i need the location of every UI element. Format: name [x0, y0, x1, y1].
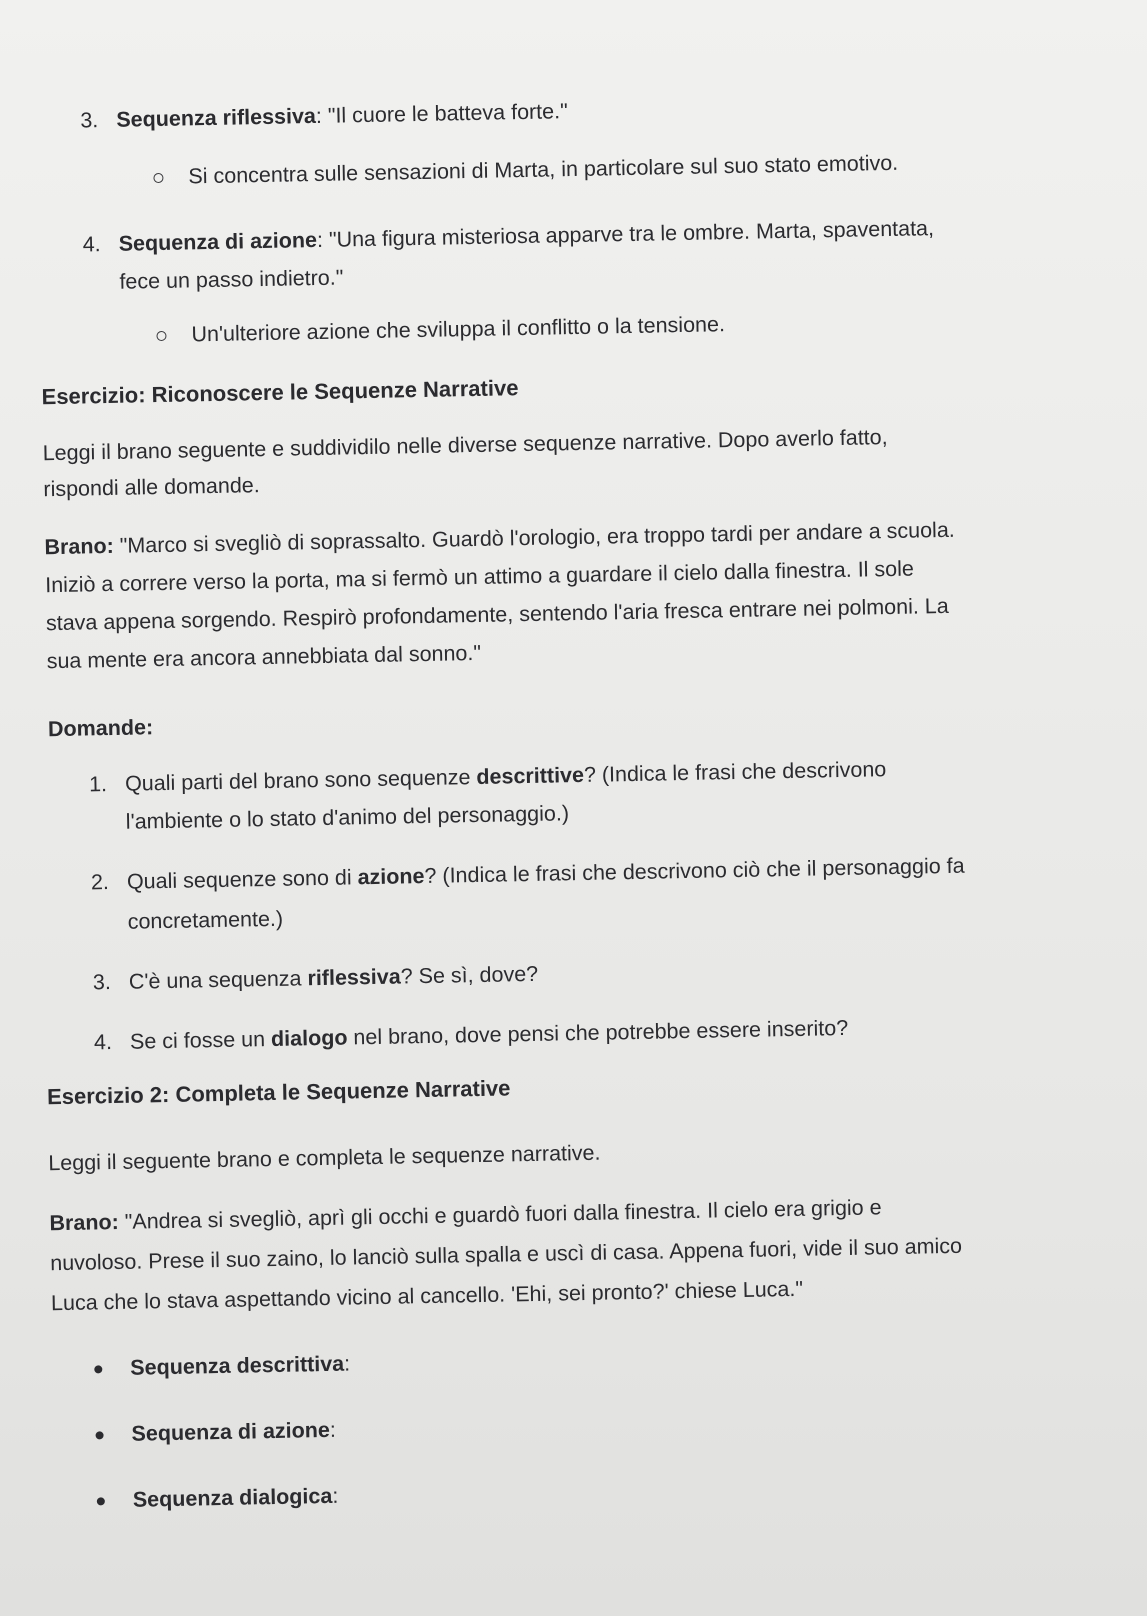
- domande-label: Domande:: [47, 715, 154, 742]
- brano-text: "Andrea si svegliò, aprì gli occhi e guardò fuori dalla finestra. Il cielo era grigio e: [118, 1195, 882, 1234]
- question-4: [94, 1014, 849, 1056]
- item-quote: : "Una figura misteriosa apparve tra le ombre. Marta, spaventata,: [316, 216, 935, 252]
- brano-1-line-1: [44, 516, 955, 561]
- bullet-colon: :: [332, 1483, 339, 1508]
- item-title: Sequenza di azione: [118, 227, 318, 256]
- brano-label: Brano:: [49, 1209, 119, 1236]
- brano-2-line-3: Luca che lo stava aspettando vicino al cancello. 'Ehi, sei pronto?' chiese Luca.": [50, 1276, 804, 1316]
- question-text-end: ? (Indica le frasi che descrivono: [583, 757, 887, 787]
- question-3: [93, 960, 539, 997]
- question-text-end: ? (Indica le frasi che descrivono ciò che il personaggio fa: [424, 853, 965, 889]
- question-text-end: ? Se sì, dove?: [400, 961, 539, 989]
- question-number: 4.: [93, 1030, 113, 1055]
- question-2-cont: concretamente.): [127, 906, 284, 934]
- exercise-2-title: Esercizio 2: Completa le Sequenze Narrative: [46, 1075, 511, 1110]
- item-quote: : "Il cuore le batteva forte.": [315, 99, 568, 128]
- question-keyword: descrittive: [476, 762, 585, 789]
- question-text: C'è una sequenza: [128, 966, 308, 994]
- brano-1-line-3: stava appena sorgendo. Respirò profondamente, sentendo l'aria fresca entrare nei polmoni. La: [45, 593, 949, 636]
- hollow-bullet-icon: [156, 331, 166, 341]
- brano-label: Brano:: [44, 533, 115, 560]
- list-item-4: [82, 214, 934, 258]
- bullet-icon: [95, 1431, 103, 1439]
- bullet-colon: :: [329, 1417, 337, 1442]
- bullet-label: Sequenza dialogica: [132, 1483, 333, 1512]
- brano-1-line-4: sua mente era ancora annebbiata dal sonno.": [46, 640, 482, 674]
- brano-1-line-2: Iniziò a correre verso la porta, ma si fermò un attimo a guardare il cielo dalla finestra. Il sole: [45, 556, 915, 598]
- item-title: Sequenza riflessiva: [116, 103, 317, 132]
- bullet-icon: [97, 1497, 105, 1505]
- brano-text: "Marco si svegliò di soprassalto. Guardò l'orologio, era troppo tardi per andare a scuola.: [113, 517, 955, 558]
- item-4-note: Un'ulteriore azione che sviluppa il conflitto o la tensione.: [191, 312, 726, 347]
- bullet-descrittiva: [130, 1350, 350, 1382]
- question-text: Se ci fosse un: [129, 1026, 272, 1054]
- bullet-azione: [131, 1416, 336, 1448]
- question-text-end: nel brano, dove pensi che potrebbe essere inserito?: [347, 1015, 849, 1050]
- question-number: 3.: [92, 970, 112, 995]
- question-text: Quali sequenze sono di: [126, 865, 358, 894]
- question-number: 1.: [88, 772, 108, 797]
- bullet-dialogica: [133, 1482, 339, 1514]
- exercise-2-intro: Leggi il seguente brano e completa le sequenze narrative.: [48, 1140, 601, 1176]
- question-number: 2.: [90, 870, 110, 895]
- item-number: 4.: [82, 232, 101, 257]
- list-item-3: [80, 97, 568, 134]
- item-4-quote-cont: fece un passo indietro.": [119, 265, 344, 294]
- exercise-1-title: Esercizio: Riconoscere le Sequenze Narrative: [41, 375, 519, 410]
- question-1: [89, 755, 887, 798]
- item-3-note: Si concentra sulle sensazioni di Marta, in particolare sul suo stato emotivo.: [188, 150, 899, 189]
- question-text: Quali parti del brano sono sequenze: [124, 764, 477, 796]
- brano-2-line-1: [49, 1193, 882, 1237]
- bullet-icon: [94, 1365, 102, 1373]
- bullet-colon: :: [343, 1351, 351, 1376]
- question-keyword: dialogo: [270, 1025, 348, 1051]
- exercise-1-intro-cont: rispondi alle domande.: [43, 473, 260, 502]
- question-keyword: azione: [357, 864, 425, 890]
- item-number: 3.: [80, 108, 99, 133]
- hollow-bullet-icon: [153, 173, 163, 183]
- brano-2-line-2: nuvoloso. Prese il suo zaino, lo lanciò sulla spalla e uscì di casa. Appena fuori, vide il suo amico: [50, 1233, 963, 1276]
- bullet-label: Sequenza descrittiva: [130, 1351, 345, 1380]
- question-keyword: riflessiva: [307, 964, 401, 991]
- exercise-1-intro: Leggi il brano seguente e suddividilo nelle diverse sequenze narrative. Dopo averlo fatto,: [42, 425, 888, 466]
- question-1-cont: l'ambiente o lo stato d'animo del personaggio.): [125, 801, 570, 834]
- bullet-label: Sequenza di azione: [131, 1417, 331, 1446]
- question-2: [91, 852, 965, 897]
